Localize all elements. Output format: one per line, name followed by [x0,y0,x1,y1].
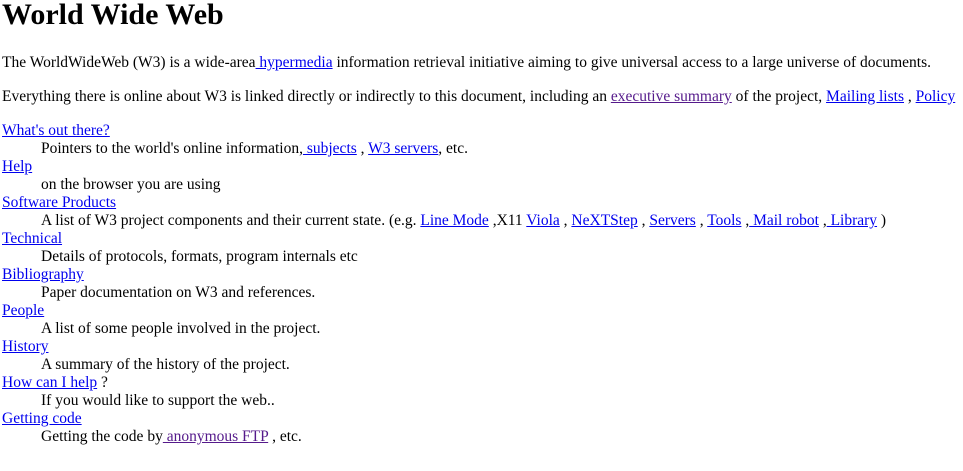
software-separator-2: , [637,212,650,229]
history-link[interactable]: History [2,338,49,355]
help-link[interactable]: Help [2,158,33,175]
topic-whats-out-there-desc [2,140,963,158]
topic-getting-code-desc [2,428,963,446]
getting-code-etc: , etc. [268,428,302,445]
topic-whats-out-there [2,122,963,140]
software-products-link[interactable]: Software Products [2,194,117,211]
getting-code-text: Getting the code by [41,428,163,445]
x11-text: ,X11 [488,212,527,229]
mail-robot-link[interactable]: Mail robot [749,212,819,229]
line-mode-link[interactable]: Line Mode [420,212,489,229]
technical-link[interactable]: Technical [2,230,63,247]
people-link[interactable]: People [2,302,45,319]
whats-out-there-text: Pointers to the world's online information, [41,140,303,157]
software-products-text: A list of W3 project components and their current state. (e.g. [41,212,421,229]
topic-technical-desc: Details of protocols, formats, program internals etc [41,248,358,265]
whats-out-there-separator: , [356,140,369,157]
topic-software-products-desc [2,212,963,230]
mailing-lists-link[interactable]: Mailing lists [826,88,904,105]
subjects-link[interactable]: subjects [302,140,357,157]
topic-people [2,302,963,320]
library-link[interactable]: Library [826,212,878,229]
intro-text-pre: The WorldWideWeb (W3) is a wide-area [2,54,256,71]
summary-text-mid: of the project, [731,88,827,105]
hypermedia-link[interactable]: hypermedia [255,54,333,71]
topic-history [2,338,963,356]
whats-out-there-etc: , etc. [438,140,468,157]
w3-servers-link[interactable]: W3 servers [368,140,439,157]
topic-how-can-i-help-desc: If you would like to support the web.. [41,392,275,409]
viola-link[interactable]: Viola [526,212,560,229]
topic-list [2,122,963,446]
intro-text-post: information retrieval initiative aiming to give universal access to a large universe of documents. [332,54,932,71]
topic-history-desc: A summary of the history of the project. [41,356,290,373]
anonymous-ftp-link[interactable]: anonymous FTP [162,428,269,445]
topic-technical [2,230,963,248]
how-can-i-help-link[interactable]: How can I help [2,374,98,391]
how-can-i-help-suffix: ? [97,374,108,391]
servers-link[interactable]: Servers [649,212,696,229]
page-title: World Wide Web [2,0,224,31]
getting-code-link[interactable]: Getting code [2,410,82,427]
summary-text-pre: Everything there is online about W3 is linked directly or indirectly to this document, including an [2,88,611,105]
topic-bibliography-desc: Paper documentation on W3 and references. [41,284,316,301]
topic-software-products [2,194,963,212]
topic-bibliography [2,266,963,284]
topic-getting-code [2,410,963,428]
software-separator-5: , [818,212,827,229]
nextstep-link[interactable]: NeXTStep [571,212,638,229]
topic-how-can-i-help [2,374,963,392]
topic-people-desc: A list of some people involved in the project. [41,320,321,337]
summary-separator: , [904,88,916,105]
software-close-paren: ) [877,212,887,229]
topic-help-desc: on the browser you are using [41,176,221,193]
bibliography-link[interactable]: Bibliography [2,266,84,283]
software-separator-1: , [559,212,572,229]
intro-paragraph [2,54,931,72]
executive-summary-link[interactable]: executive summary [610,88,732,105]
policy-link[interactable]: Policy [915,88,956,105]
software-separator-3: , [695,212,708,229]
tools-link[interactable]: Tools [707,212,742,229]
summary-paragraph [2,88,955,106]
topic-help [2,158,963,176]
software-separator-4: , [741,212,750,229]
whats-out-there-link[interactable]: What's out there? [2,122,110,139]
